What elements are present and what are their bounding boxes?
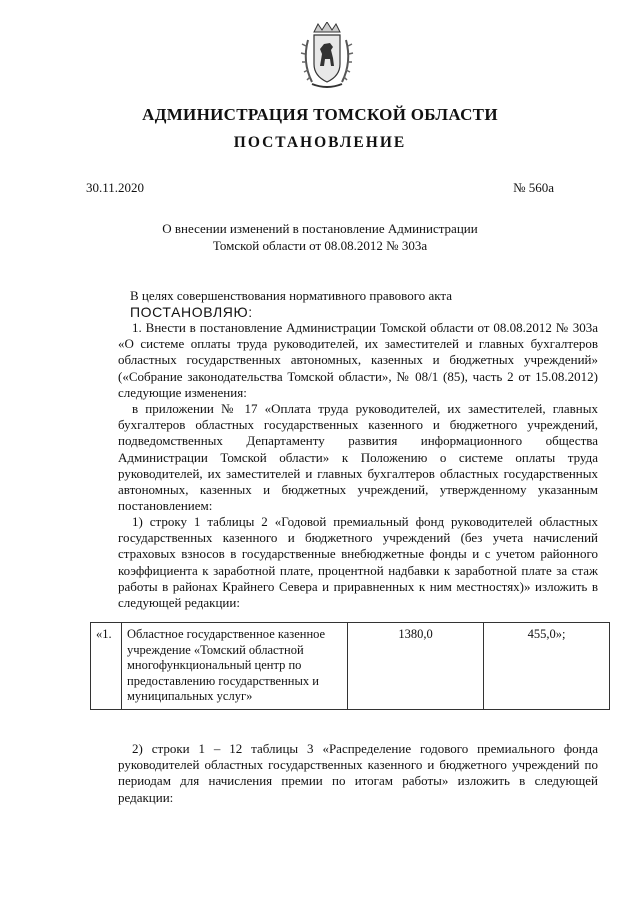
- item-2-text: 2) строки 1 – 12 таблицы 3 «Распределение годового премиального фонда руководителей областных государственных казенного и бюджетного учреждений по периодам для начисления премии по итогам работы» изложить в следующей редакции:: [118, 741, 598, 805]
- document-number: № 560а: [513, 180, 554, 195]
- value-2-cell: 455,0»;: [484, 623, 610, 710]
- value-1-cell: 1380,0: [348, 623, 484, 710]
- appendix-text: в приложении № 17 «Оплата труда руководителей, их заместителей, главных бухгалтеров областных государственных казенного и бюджетного учреждений, подведомственных Департаменту развития информационного общества Администрации Томской области» к Положению о системе оплаты труда руководителей, их заместителей и главных бухгалтеров областных государственных автономных, казенных и бюджетных учреждений, утвержденному указанным постановлением:: [118, 401, 598, 514]
- document-subject: [90, 220, 550, 254]
- subject-line-1: О внесении изменений в постановление Администрации: [162, 221, 478, 236]
- organization-title: АДМИНИСТРАЦИЯ ТОМСКОЙ ОБЛАСТИ: [142, 105, 498, 124]
- preamble-text: В целях совершенствования нормативного правового акта: [130, 288, 453, 303]
- row-number-cell: «1.: [91, 623, 122, 710]
- subject-line-2: Томской области от 08.08.2012 № 303а: [212, 238, 428, 253]
- document-type: ПОСТАНОВЛЕНИЕ: [233, 134, 407, 151]
- table-row: [91, 623, 610, 710]
- decree-word: ПОСТАНОВЛЯЮ:: [130, 304, 253, 320]
- coat-of-arms-icon: [300, 22, 354, 92]
- premium-fund-table: [90, 622, 610, 710]
- institution-name-cell: Областное государственное казенное учреждение «Томский областной многофункциональный центр по предоставлению государственных и муниципальных услуг»: [122, 623, 348, 710]
- document-date: 30.11.2020: [86, 180, 145, 195]
- item-1-1-text: 1) строку 1 таблицы 2 «Годовой премиальный фонд руководителей областных государственных казенного и бюджетного учреждений (без учета начислений страховых взносов в государственные внебюджетные фонды и с учетом районного коэффициента к заработной плате, процентной надбавки к заработной плате за стаж работы в районах Крайнего Севера и приравненных к ним местностях)» изложить в следующей редакции:: [118, 514, 598, 611]
- item-1-text: 1. Внести в постановление Администрации Томской области от 08.08.2012 № 303а «О системе оплаты труда руководителей, их заместителей и главных бухгалтеров областных государственных автономных, казенных и бюджетных учреждений» («Собрание законодательства Томской области», № 08/1 (85), часть 2 от 15.08.2012) следующие изменения:: [118, 320, 598, 400]
